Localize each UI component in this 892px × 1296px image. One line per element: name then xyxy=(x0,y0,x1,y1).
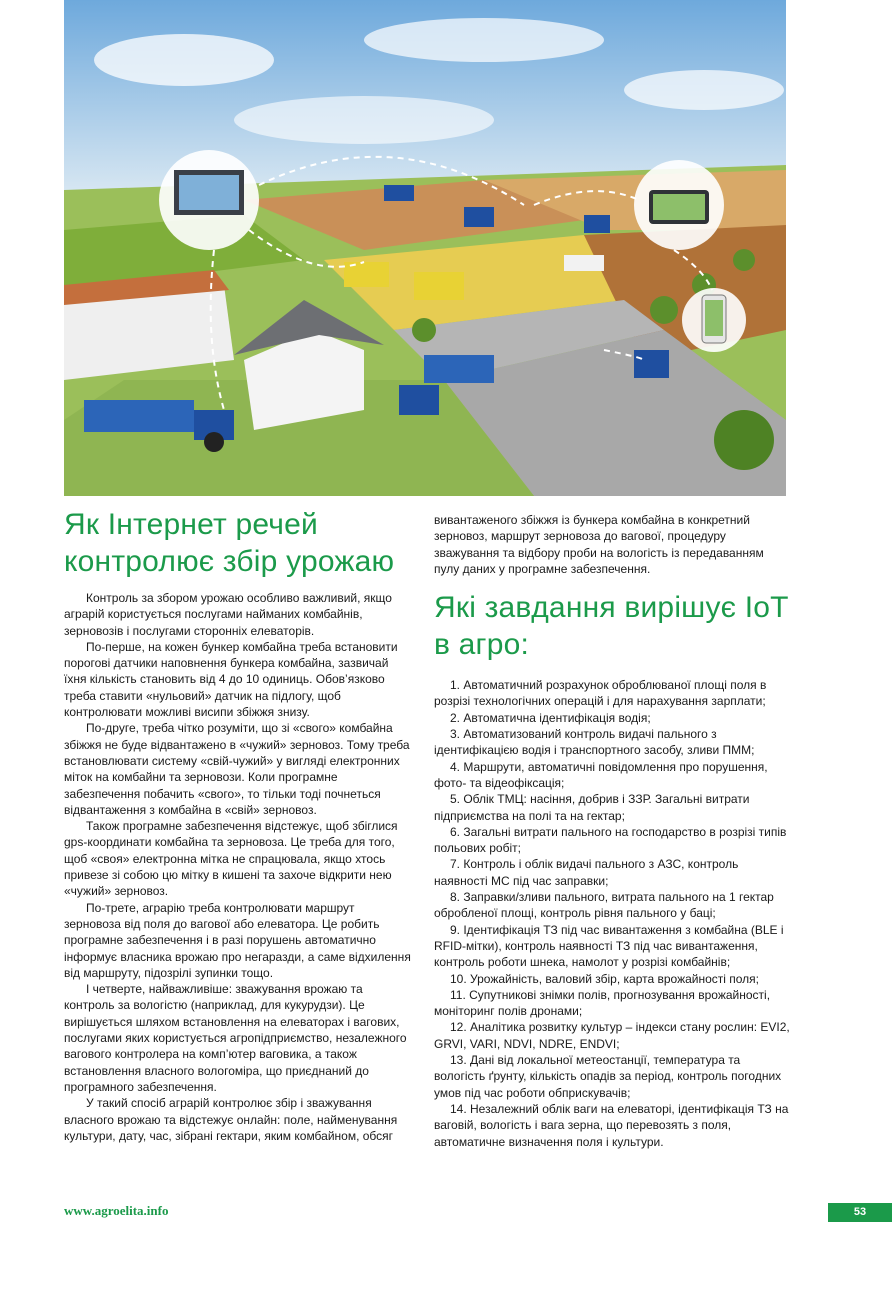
list-item: 1. Автоматичний розрахунок оброблюваної площі поля в розрізі технологічних операцій і для нарахування зарплати; xyxy=(434,678,767,709)
tablet-screen xyxy=(653,194,705,220)
list-item: 13. Дані від локальної метеостанції, температура та вологість ґрунту, кількість опадів за період, контроль погодних умов під час роботи обприскувачів; xyxy=(434,1053,782,1100)
article-continuation: вивантаженого збіжжя із бункера комбайна в конкретний зерновоз, маршрут зерновоза до вагової, процедуру зважування та відбору проби на вологість із передаванням пулу даних у програмне забезпечення. xyxy=(434,513,764,576)
article-paragraph: У такий спосіб аграрій контролює збір і зважування власного врожаю та відстежує онлайн: поле, найменування культури, дату, час, зібрані гектари, яким комбайном, обсяг xyxy=(64,1096,398,1143)
wheel xyxy=(204,432,224,452)
tractor xyxy=(584,215,610,233)
trailer xyxy=(424,355,494,383)
list-item: 7. Контроль і облік видачі пального з АЗС, контроль наявності МС під час заправки; xyxy=(434,857,739,888)
cloud xyxy=(234,96,494,144)
list-item: 5. Облік ТМЦ: насіння, добрив і ЗЗР. Загальні витрати підприємства на полі та на гектар; xyxy=(434,792,750,823)
tasks-list xyxy=(434,677,790,1150)
tree xyxy=(650,296,678,324)
trailer xyxy=(84,400,194,432)
tractor xyxy=(464,207,494,227)
article-column-left xyxy=(64,506,414,1144)
cloud xyxy=(94,34,274,86)
list-item: 6. Загальні витрати пального на господарство в розрізі типів польових робіт; xyxy=(434,824,787,856)
list-item: 2. Автоматична ідентифікація водія; xyxy=(450,710,651,725)
computer-screen xyxy=(179,175,239,210)
article-column-right xyxy=(434,512,790,1150)
cloud xyxy=(364,18,604,62)
list-item: 11. Супутникові знімки полів, прогнозування врожайності, моніторинг полів дронами; xyxy=(434,987,771,1019)
tractor xyxy=(384,185,414,201)
list-item: 9. Ідентифікація ТЗ під час вивантаження з комбайна (BLE і RFID-мітки), контроль наявності ТЗ під час вивантаження, контроль роботи шнека, намолот у розрізі комбайнів; xyxy=(434,922,784,970)
article-paragraph: По-трете, аграрію треба контролювати маршрут зерновоза від поля до вагової або елеватора. Це робить програмне забезпечення і в разі порушень автоматично інформує власника врожаю про негаразди, а саме відхилення від маршруту, підозрілі зупинки тощо. xyxy=(64,900,411,980)
tractor xyxy=(399,385,439,415)
list-item: 3. Автоматизований контроль видачі пального з ідентифікацією водія і транспортного засобу, зливи ПММ; xyxy=(434,727,755,758)
hero-illustration xyxy=(64,0,786,496)
article-paragraph: По-перше, на кожен бункер комбайна треба встановити порогові датчики наповнення бункера комбайна, зазвичай їхня кількість становить від 4 до 10 одиниць. Обов’язково треба ставити «нульовий» датчик на підлогу, щоб контролювати можливі висипи збіжжя знизу. xyxy=(64,639,398,720)
list-item: 14. Незалежний облік ваги на елеваторі, ідентифікація ТЗ на ваговій, вологість і вага зерна, що перевозять з поля, автоматичне визначення поля і культури. xyxy=(434,1101,789,1149)
article-title: Як Інтернет речей контролює збір урожаю xyxy=(64,508,395,578)
list-item: 12. Аналітика розвитку культур – індекси стану рослин: EVI2, GRVI, VARI, NDVI, NDRE, ENDVI; xyxy=(434,1020,790,1051)
list-item: 10. Урожайність, валовий збір, карта врожайності поля; xyxy=(450,971,760,986)
tree xyxy=(714,410,774,470)
tree xyxy=(733,249,755,271)
article-paragraph: І четверте, найважливіше: зважування врожаю та контроль за вологістю (наприклад, для кукурудзи). Це вирішується шляхом встановлення на елеваторах і вагових, послугами яких користується агропідприємство, незалежного вагового контролера на комп’ютер ваговика, а також встановлення власного вологоміра, що приєднаний до програмного забезпечення. xyxy=(64,982,407,1094)
page-number: 53 xyxy=(828,1203,892,1222)
list-item: 4. Маршрути, автоматичні повідомлення про порушення, фото- та відеофіксація; xyxy=(434,759,768,790)
tree xyxy=(412,318,436,342)
tractor xyxy=(634,350,669,378)
pickup-truck xyxy=(564,255,604,271)
combine xyxy=(414,272,464,300)
smart-farm-illustration xyxy=(64,0,786,496)
tasks-title: Які завдання вирішує IoT в агро: xyxy=(434,591,789,662)
phone-screen xyxy=(705,300,723,336)
cloud xyxy=(624,70,784,110)
list-item: 8. Заправки/зливи пального, витрата пального на 1 гектар обробленої площі, контроль рівня пального у баці; xyxy=(434,890,774,921)
article-paragraph: Контроль за збором урожаю особливо важливий, якщо аграрій користується послугами найманих комбайнів, зерновозів і послугами сторонніх елеваторів. xyxy=(64,591,392,638)
article-paragraph: Також програмне забезпечення відстежує, щоб збіглися gps-координати комбайна та зерновоза. Це треба для того, щоб «своя» електронна мітка не спрацювала, якщо хтось привезе зі собою цю мітку в кишені та захоче відкрити нею «чужий» зерновоз. xyxy=(64,819,398,899)
footer-website-link[interactable]: www.agroelita.info xyxy=(64,1203,169,1218)
article-paragraph: По-друге, треба чітко розуміти, що зі «свого» комбайна збіжжя не буде відвантажено в «чужий» зерновоз. Тому треба встановлювати систему «свій-чужий» у вигляді електронних міток на комбайни та зерновози. Коли програмне забезпечення побачить «свого», то тільки тоді почнеться відвантаження з комбайна в «свій» зерновоз. xyxy=(64,721,410,817)
